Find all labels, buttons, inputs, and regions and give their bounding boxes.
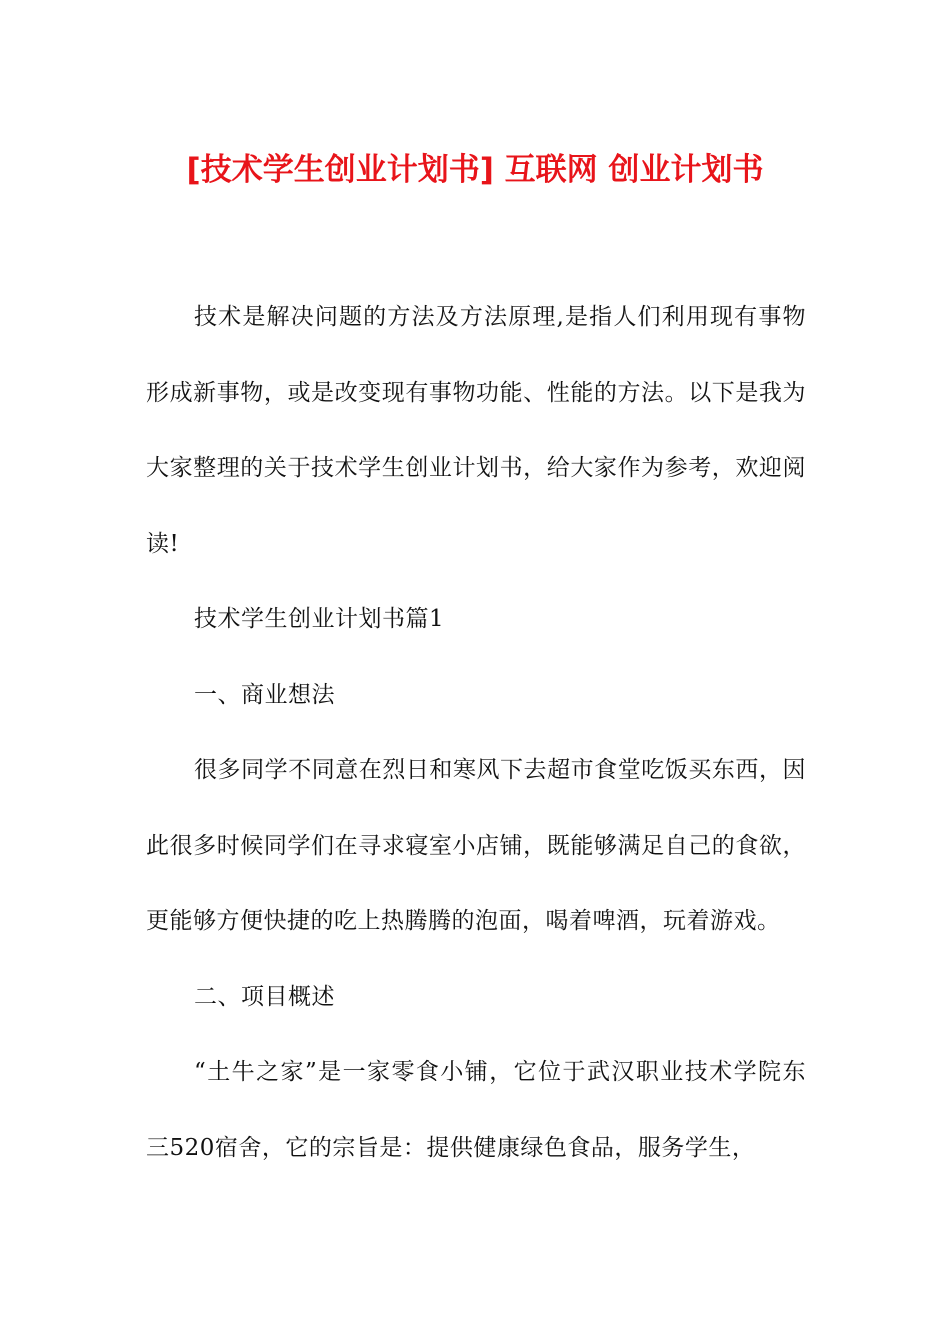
document-title: [技术学生创业计划书] 互联网 创业计划书 bbox=[186, 152, 764, 188]
section-heading-business-idea: 一、商业想法 bbox=[194, 681, 335, 708]
paragraph-business-idea: 很多同学不同意在烈日和寒风下去超市食堂吃饭买东西，因此很多时候同学们在寻求寝室小店铺，既能够满足自己的食欲，更能够方便快捷的吃上热腾腾的泡面，喝着啤酒，玩着游戏。 bbox=[146, 757, 806, 934]
paragraph-intro: 技术是解决问题的方法及方法原理,是指人们利用现有事物形成新事物，或是改变现有事物功能、性能的方法。以下是我为大家整理的关于技术学生创业计划书，给大家作为参考，欢迎阅读! bbox=[146, 304, 806, 557]
paragraph-project-overview: “土牛之家”是一家零食小铺，它位于武汉职业技术学院东三520宿舍，它的宗旨是：提供健康绿色食品，服务学生， bbox=[146, 1059, 806, 1161]
section-heading-project-overview: 二、项目概述 bbox=[194, 983, 335, 1010]
section-heading-plan: 技术学生创业计划书篇1 bbox=[194, 606, 445, 632]
document-body bbox=[146, 280, 806, 1186]
